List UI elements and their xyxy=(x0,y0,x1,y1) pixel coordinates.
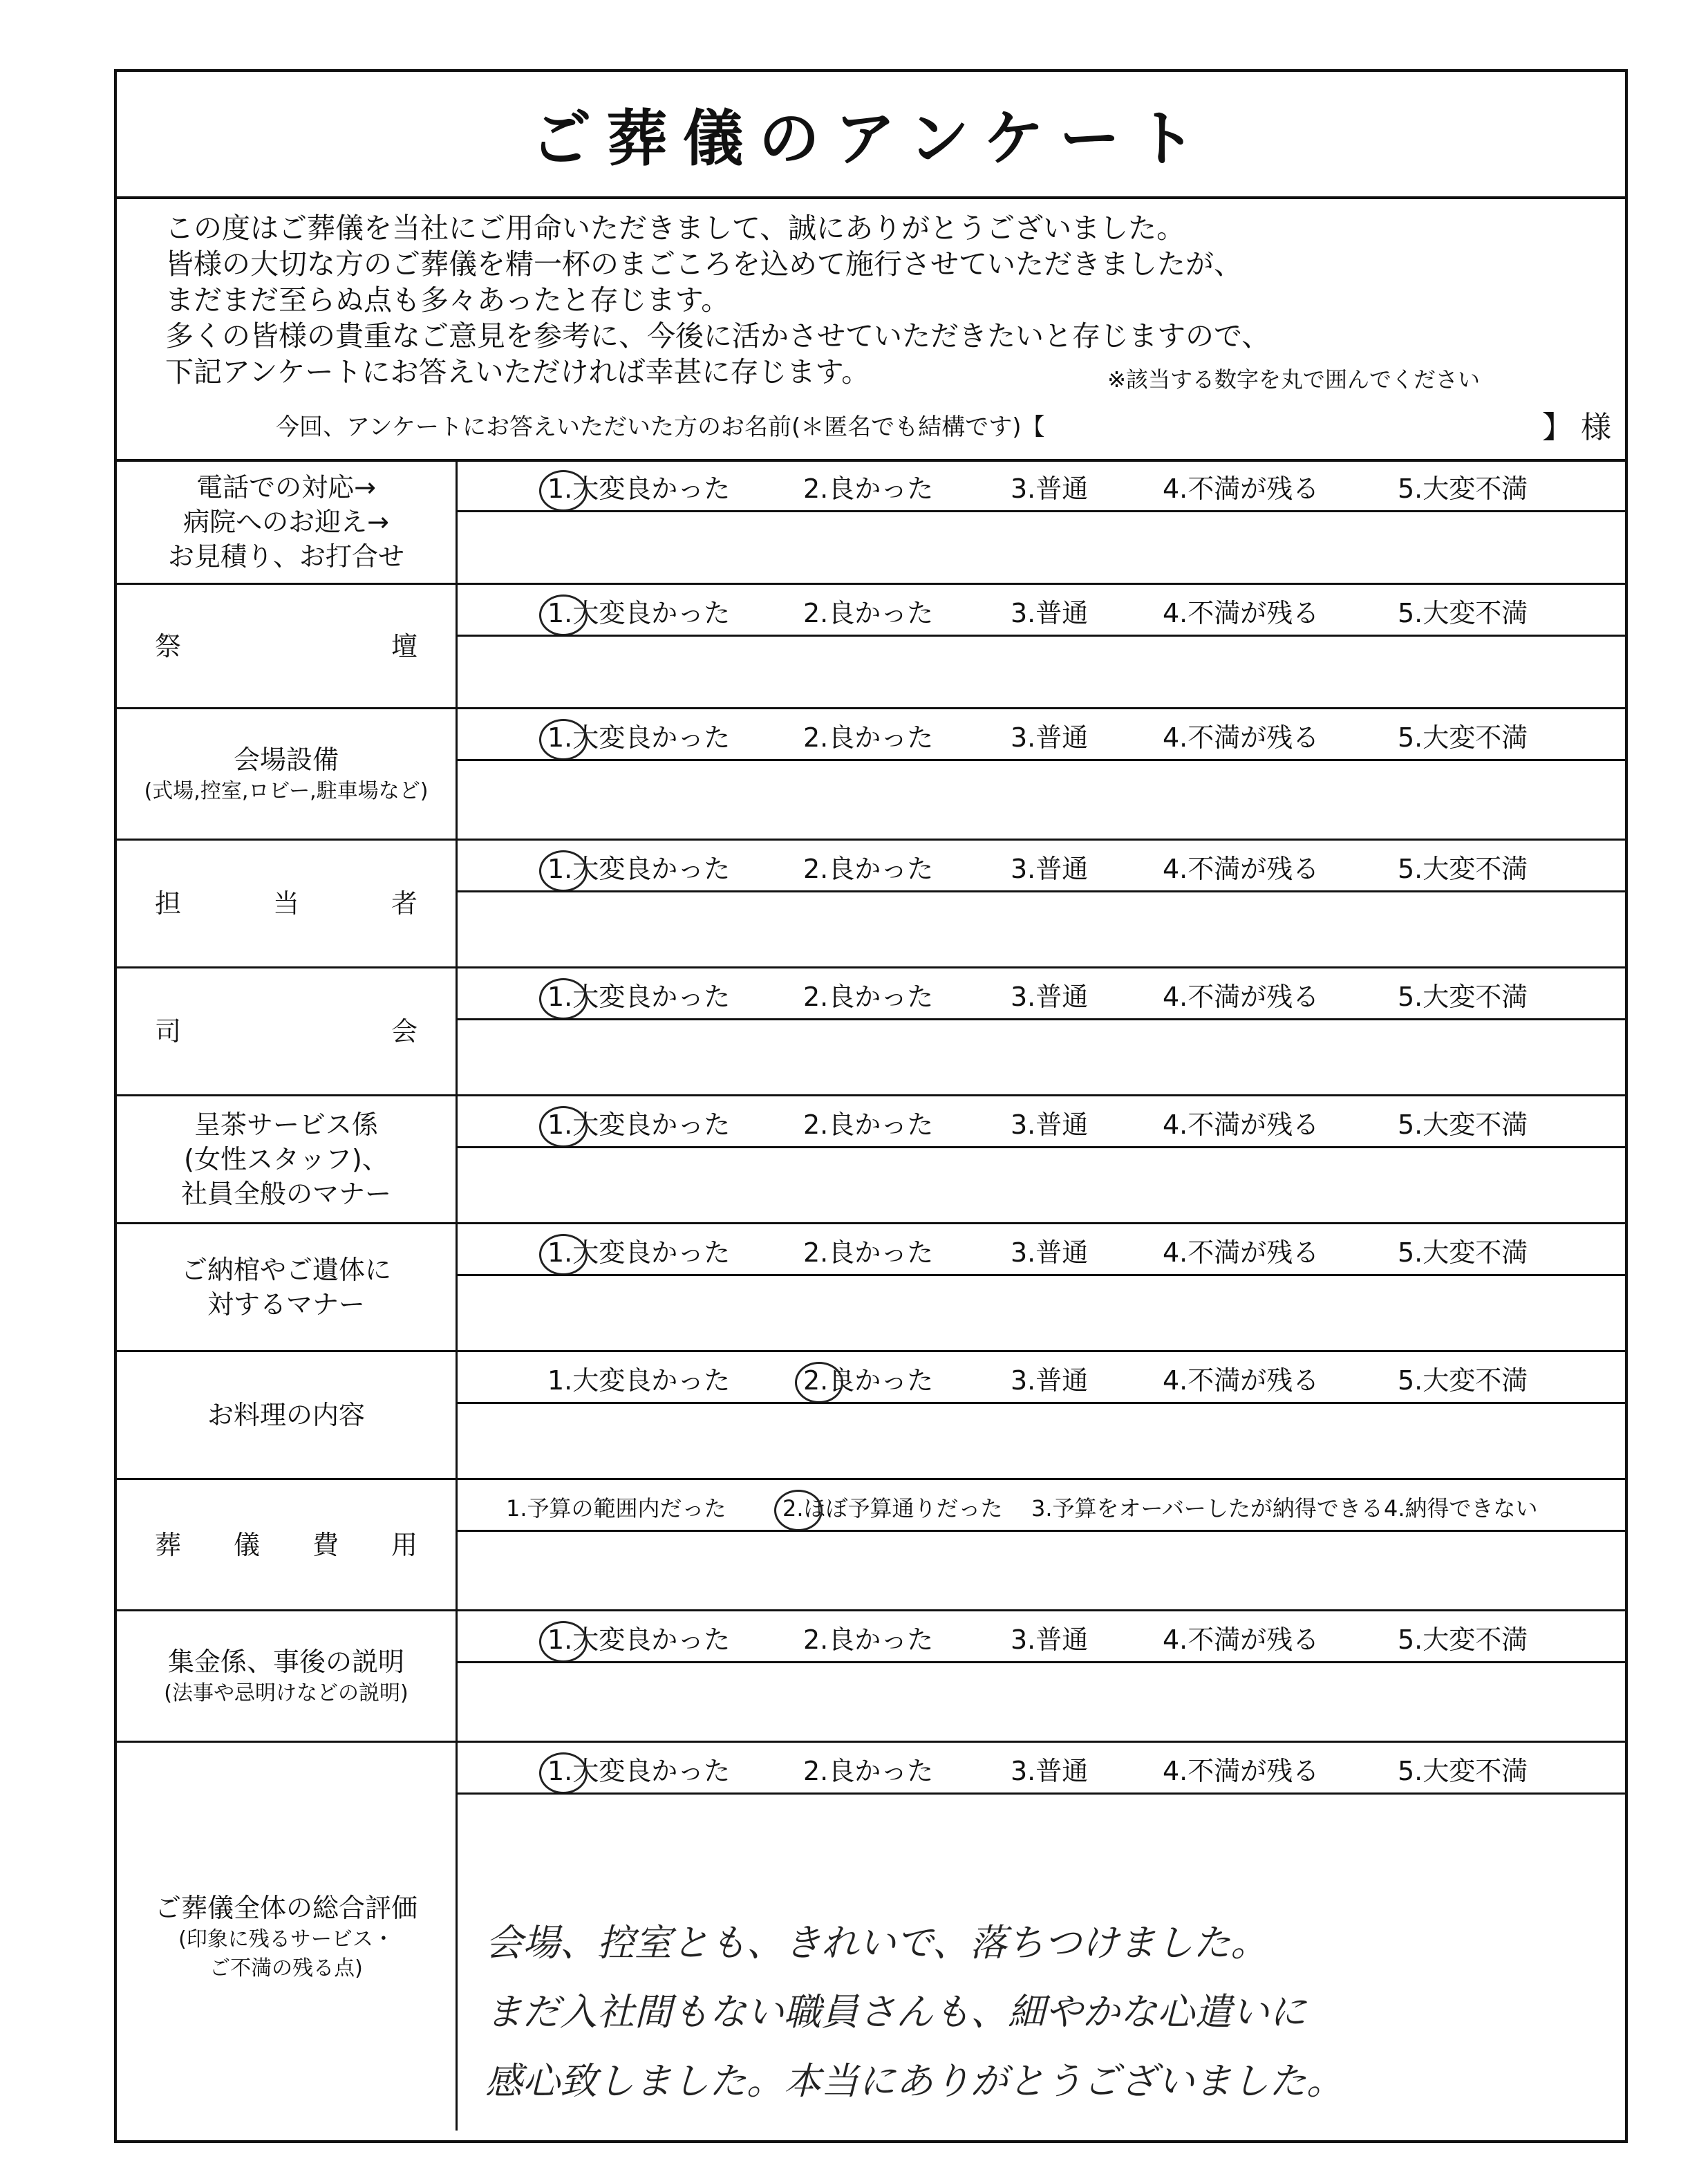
handwritten-comment xyxy=(485,1909,1584,2116)
title-box xyxy=(117,72,1625,199)
rating-option[interactable]: 4.不満が残る xyxy=(1163,598,1320,628)
rating-option[interactable]: 5.大変不満 xyxy=(1398,1756,1528,1786)
answer-cell xyxy=(456,1611,1625,1741)
question-label-line: ご葬儀全体の総合評価 xyxy=(154,1892,417,1923)
rating-option[interactable]: 1.予算の範囲内だった xyxy=(506,1495,726,1522)
rating-option[interactable]: 3.普通 xyxy=(1011,598,1089,628)
question-label xyxy=(117,709,456,839)
survey-sheet xyxy=(114,69,1628,2143)
rating-option[interactable]: 2.良かった xyxy=(803,722,934,753)
rating-option[interactable]: 5.大変不満 xyxy=(1398,1110,1528,1140)
question-label-line: 病院へのお迎え→ xyxy=(183,506,389,537)
comment-line: 会場、控室とも、きれいで、落ちつけました。 xyxy=(485,1921,1268,1965)
rating-option[interactable]: 5.大変不満 xyxy=(1398,1237,1528,1268)
rating-option[interactable]: 4.不満が残る xyxy=(1163,982,1320,1012)
comment-line: まだ入社間もない職員さんも、細やかな心遣いに xyxy=(485,1990,1306,2034)
question-label-line: 集金係、事後の説明 xyxy=(167,1646,404,1677)
rating-options xyxy=(458,718,1625,758)
question-label-spread xyxy=(155,1528,417,1562)
selected-option[interactable]: 1.大変良かった xyxy=(547,1620,730,1660)
rating-option[interactable]: 3.普通 xyxy=(1011,1237,1089,1268)
question-label-char: 祭 xyxy=(155,630,182,662)
intro-line: 皆様の大切な方のご葬儀を精一杯のまごころを込めて施行させていただきましたが、 xyxy=(165,247,1242,281)
rating-options xyxy=(458,1360,1625,1401)
rating-option[interactable]: 1.大変良かった xyxy=(547,1365,731,1396)
rating-option[interactable]: 3.普通 xyxy=(1011,854,1089,884)
question-label-char: 儀 xyxy=(233,1529,260,1560)
row-rule xyxy=(458,1274,1625,1276)
question-sublabel: ご不満の残る点) xyxy=(209,1956,363,1981)
question-row xyxy=(117,585,1625,709)
rating-option[interactable]: 3.予算をオーバーしたが納得できる xyxy=(1031,1495,1383,1522)
row-rule xyxy=(458,1402,1625,1404)
question-label xyxy=(117,1480,456,1609)
rating-option[interactable]: 4.納得できない xyxy=(1384,1495,1538,1522)
rating-options xyxy=(458,1751,1625,1791)
intro-line: この度はご葬儀を当社にご用命いただきまして、誠にありがとうございました。 xyxy=(165,212,1185,245)
question-label-char: 用 xyxy=(391,1529,417,1560)
rating-option[interactable]: 3.普通 xyxy=(1011,982,1089,1012)
question-row xyxy=(117,1611,1625,1743)
instruction-note: ※該当する数字を丸で囲んでください xyxy=(1107,366,1480,393)
row-rule xyxy=(458,1018,1625,1020)
question-label-spread xyxy=(155,1014,417,1049)
rating-option[interactable]: 5.大変不満 xyxy=(1398,854,1528,884)
answer-cell xyxy=(456,1224,1625,1350)
answer-cell xyxy=(456,585,1625,707)
row-rule xyxy=(458,759,1625,761)
selected-option[interactable]: 2.良かった xyxy=(803,1360,933,1401)
rating-option[interactable]: 5.大変不満 xyxy=(1398,598,1528,628)
answer-cell xyxy=(456,841,1625,966)
row-rule xyxy=(458,510,1625,512)
question-label-char: 壇 xyxy=(391,630,417,662)
rating-option[interactable]: 5.大変不満 xyxy=(1398,1625,1528,1655)
question-row xyxy=(117,1743,1625,2131)
selected-option[interactable]: 1.大変良かった xyxy=(547,849,730,889)
rating-option[interactable]: 4.不満が残る xyxy=(1163,1110,1320,1140)
rating-options xyxy=(458,1620,1625,1660)
name-end xyxy=(1534,402,1611,447)
rating-option[interactable]: 2.良かった xyxy=(803,474,934,504)
question-label-line: 会場設備 xyxy=(233,744,339,775)
question-label-line: 対するマナー xyxy=(207,1289,365,1320)
question-row xyxy=(117,968,1625,1096)
name-prompt: 今回、アンケートにお答えいただいた方のお名前(＊匿名でも結構です)【 xyxy=(276,413,1045,441)
rating-option[interactable]: 4.不満が残る xyxy=(1163,1237,1320,1268)
question-row xyxy=(117,460,1625,585)
question-label-spread xyxy=(155,629,417,664)
rating-option[interactable]: 2.良かった xyxy=(803,982,934,1012)
question-sublabel: (印象に残るサービス・ xyxy=(178,1927,394,1951)
question-label-line: お料理の内容 xyxy=(207,1400,365,1430)
question-label xyxy=(117,460,456,583)
answer-cell xyxy=(456,709,1625,839)
answer-cell xyxy=(456,1096,1625,1222)
rating-table xyxy=(117,460,1625,2144)
rating-option[interactable]: 3.普通 xyxy=(1011,1110,1089,1140)
rating-option[interactable]: 5.大変不満 xyxy=(1398,1365,1528,1396)
rating-option[interactable]: 2.良かった xyxy=(803,598,934,628)
selected-option[interactable]: 1.大変良かった xyxy=(547,593,730,633)
rating-option[interactable]: 3.普通 xyxy=(1011,722,1089,753)
rating-option[interactable]: 2.良かった xyxy=(803,1756,934,1786)
answer-cell xyxy=(456,460,1625,583)
selected-option[interactable]: 1.大変良かった xyxy=(547,977,730,1017)
selected-option[interactable]: 1.大変良かった xyxy=(547,469,730,509)
question-label-char: 司 xyxy=(155,1016,182,1047)
question-label-line: (女性スタッフ)、 xyxy=(184,1144,388,1174)
rating-options xyxy=(458,593,1625,633)
row-rule xyxy=(458,1792,1625,1795)
rating-options xyxy=(458,977,1625,1017)
comment-line: 感心致しました。本当にありがとうございました。 xyxy=(485,2059,1344,2103)
rating-option[interactable]: 4.不満が残る xyxy=(1163,474,1320,504)
rating-option[interactable]: 4.不満が残る xyxy=(1163,854,1320,884)
question-label-line: お見積り、お打合せ xyxy=(167,541,404,572)
question-row xyxy=(117,841,1625,968)
question-label xyxy=(117,1224,456,1350)
question-label-line: ご納棺やご遺体に xyxy=(180,1255,391,1285)
rating-options xyxy=(458,1233,1625,1273)
question-label-char: 費 xyxy=(312,1529,339,1560)
rating-options xyxy=(458,1105,1625,1145)
answer-cell xyxy=(456,1480,1625,1609)
question-row xyxy=(117,1224,1625,1352)
row-rule xyxy=(458,1530,1625,1532)
question-label xyxy=(117,1611,456,1741)
row-rule xyxy=(458,890,1625,892)
question-sublabel: (式場,控室,ロビー,駐車場など) xyxy=(144,778,429,803)
question-row xyxy=(117,1352,1625,1480)
rating-option[interactable]: 5.大変不満 xyxy=(1398,722,1528,753)
question-sublabel: (法事や忌明けなどの説明) xyxy=(164,1681,409,1705)
rating-option[interactable]: 3.普通 xyxy=(1011,1756,1089,1786)
rating-option[interactable]: 5.大変不満 xyxy=(1398,982,1528,1012)
rating-option[interactable]: 4.不満が残る xyxy=(1163,1756,1320,1786)
question-label-char: 者 xyxy=(391,888,417,919)
rating-option[interactable]: 3.普通 xyxy=(1011,1365,1089,1396)
row-rule xyxy=(458,1661,1625,1663)
rating-option[interactable]: 4.不満が残る xyxy=(1163,1365,1320,1396)
row-rule xyxy=(458,1146,1625,1148)
question-label-line: 呈茶サービス係 xyxy=(194,1110,378,1140)
question-row xyxy=(117,709,1625,841)
rating-option[interactable]: 5.大変不満 xyxy=(1398,474,1528,504)
question-label-char: 当 xyxy=(272,888,299,919)
question-label-line: 電話での対応→ xyxy=(196,471,376,503)
question-label-spread xyxy=(155,886,417,921)
selected-option[interactable]: 1.大変良かった xyxy=(547,1105,730,1145)
row-rule xyxy=(458,635,1625,637)
question-label-char: 葬 xyxy=(155,1529,182,1560)
question-label xyxy=(117,585,456,707)
rating-option[interactable]: 4.不満が残る xyxy=(1163,1625,1320,1655)
rating-option[interactable]: 3.普通 xyxy=(1011,1625,1089,1655)
intro-line: まだまだ至らぬ点も多々あったと存じます。 xyxy=(165,283,730,317)
selected-option[interactable]: 1.大変良かった xyxy=(547,1233,730,1273)
intro-line: 多くの皆様の貴重なご意見を参考に、今後に活かさせていただきたいと存じますので、 xyxy=(165,319,1270,353)
answer-cell xyxy=(456,1352,1625,1478)
page-title: ご葬儀のアンケート xyxy=(530,103,1212,174)
rating-options xyxy=(458,1488,1625,1528)
question-label xyxy=(117,968,456,1094)
rating-options xyxy=(458,849,1625,889)
answer-cell xyxy=(456,968,1625,1094)
name-suffix: 様 xyxy=(1581,410,1611,445)
rating-option[interactable]: 2.良かった xyxy=(803,1110,934,1140)
rating-option[interactable]: 2.良かった xyxy=(803,1625,934,1655)
rating-option[interactable]: 4.不満が残る xyxy=(1163,722,1320,753)
rating-option[interactable]: 3.普通 xyxy=(1011,474,1089,504)
question-label xyxy=(117,1096,456,1222)
rating-option[interactable]: 2.良かった xyxy=(803,1237,934,1268)
question-label xyxy=(117,1352,456,1478)
rating-option[interactable]: 2.良かった xyxy=(803,854,934,884)
intro-line: 下記アンケートにお答えいただければ幸甚に存じます。 xyxy=(165,355,870,388)
selected-option[interactable]: 1.大変良かった xyxy=(547,718,730,758)
question-label xyxy=(117,1743,456,2131)
question-row xyxy=(117,1480,1625,1611)
rating-options xyxy=(458,469,1625,509)
name-bracket-close: 】 xyxy=(1542,410,1573,445)
question-label xyxy=(117,841,456,966)
selected-option[interactable]: 2.ほぼ予算通りだった xyxy=(782,1488,1003,1528)
question-row xyxy=(117,1096,1625,1224)
selected-option[interactable]: 1.大変良かった xyxy=(547,1751,730,1791)
question-label-line: 社員全般のマナー xyxy=(180,1179,391,1209)
question-label-char: 会 xyxy=(391,1016,417,1047)
question-label-char: 担 xyxy=(155,888,182,919)
answer-cell xyxy=(456,1743,1625,2131)
